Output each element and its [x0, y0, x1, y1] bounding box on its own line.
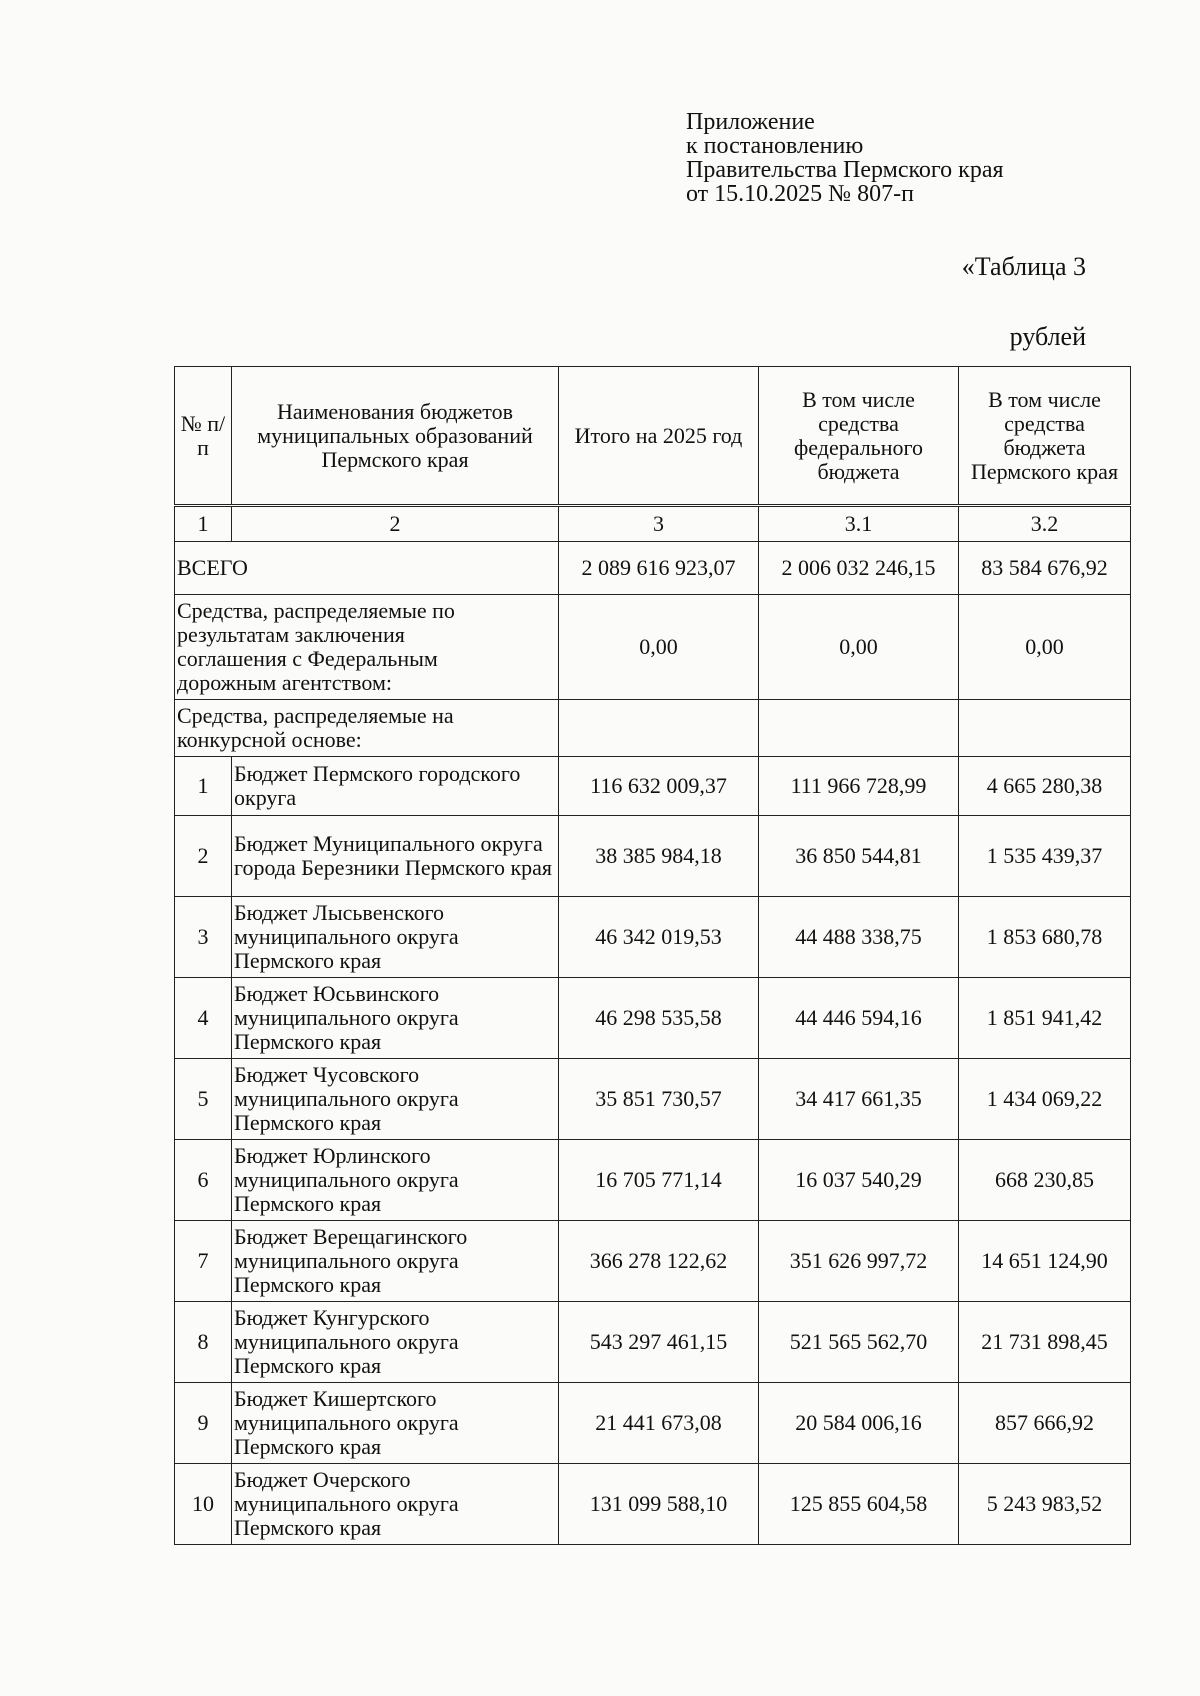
total-federal-cell: 2 006 032 246,15	[759, 542, 959, 595]
federal-agency-regional: 0,00	[959, 595, 1131, 700]
competitive-empty-cell	[759, 700, 959, 757]
row-number: 3	[175, 897, 232, 978]
row-budget-name: Бюджет Кунгурского муниципального округа Пермского края	[232, 1302, 559, 1383]
header-name: Наименования бюджетов муниципальных образований Пермского края	[232, 367, 559, 506]
row-federal: 16 037 540,29	[759, 1140, 959, 1221]
federal-agency-total: 0,00	[559, 595, 759, 700]
table-row	[175, 1221, 1131, 1302]
total-regional-cell: 83 584 676,92	[959, 542, 1131, 595]
competitive-label	[175, 700, 559, 757]
federal-agency-label	[175, 595, 559, 700]
row-budget-name: Бюджет Юрлинского муниципального округа Пермского края	[232, 1140, 559, 1221]
row-regional: 1 853 680,78	[959, 897, 1131, 978]
row-number: 4	[175, 978, 232, 1059]
row-total: 35 851 730,57	[559, 1059, 759, 1140]
column-number: 3.2	[959, 506, 1131, 542]
row-regional: 14 651 124,90	[959, 1221, 1131, 1302]
header-num: № п/п	[175, 367, 232, 506]
row-regional: 1 851 941,42	[959, 978, 1131, 1059]
row-federal: 521 565 562,70	[759, 1302, 959, 1383]
row-federal: 34 417 661,35	[759, 1059, 959, 1140]
total-label: ВСЕГО	[175, 542, 559, 595]
row-budget-name: Бюджет Юсьвинского муниципального округа Пермского края	[232, 978, 559, 1059]
federal-agency-federal: 0,00	[759, 595, 959, 700]
row-federal: 351 626 997,72	[759, 1221, 959, 1302]
table-row	[175, 1383, 1131, 1464]
table-row	[175, 978, 1131, 1059]
row-regional: 1 434 069,22	[959, 1059, 1131, 1140]
table-row	[175, 897, 1131, 978]
row-total: 21 441 673,08	[559, 1383, 759, 1464]
total-cell: 2 089 616 923,07	[559, 542, 759, 595]
federal-agency-row	[175, 595, 1131, 700]
row-budget-name: Бюджет Лысьвенского муниципального округа Пермского края	[232, 897, 559, 978]
table-row	[175, 816, 1131, 897]
header-row	[175, 367, 1131, 506]
table-row	[175, 1140, 1131, 1221]
row-budget-name: Бюджет Верещагинского муниципального округа Пермского края	[232, 1221, 559, 1302]
row-budget-name: Бюджет Пермского городского округа	[232, 757, 559, 816]
row-number: 9	[175, 1383, 232, 1464]
row-budget-name: Бюджет Кишертского муниципального округа Пермского края	[232, 1383, 559, 1464]
header-regional: В том числе средства бюджета Пермского края	[959, 367, 1131, 506]
row-number: 8	[175, 1302, 232, 1383]
column-number: 1	[175, 506, 232, 542]
total-row	[175, 542, 1131, 595]
federal-agency-label-text: Средства, распределяемые по результатам заключения соглашения с Федеральным дорожным агентством:	[177, 598, 455, 695]
row-total: 38 385 984,18	[559, 816, 759, 897]
row-federal: 111 966 728,99	[759, 757, 959, 816]
appendix-line: от 15.10.2025 № 807-п	[686, 181, 914, 207]
competitive-empty-cell	[959, 700, 1131, 757]
row-regional: 668 230,85	[959, 1140, 1131, 1221]
row-regional: 4 665 280,38	[959, 757, 1131, 816]
appendix-line: к постановлению	[686, 133, 864, 159]
table-title: «Таблица 3	[961, 252, 1086, 281]
row-total: 543 297 461,15	[559, 1302, 759, 1383]
row-federal: 20 584 006,16	[759, 1383, 959, 1464]
row-total: 46 298 535,58	[559, 978, 759, 1059]
row-federal: 44 446 594,16	[759, 978, 959, 1059]
appendix-block	[686, 110, 1004, 206]
row-number: 1	[175, 757, 232, 816]
row-number: 6	[175, 1140, 232, 1221]
row-regional: 857 666,92	[959, 1383, 1131, 1464]
appendix-line: Приложение	[686, 109, 815, 135]
row-total: 366 278 122,62	[559, 1221, 759, 1302]
competitive-row	[175, 700, 1131, 757]
table-row	[175, 1059, 1131, 1140]
row-total: 116 632 009,37	[559, 757, 759, 816]
column-number: 3.1	[759, 506, 959, 542]
row-total: 46 342 019,53	[559, 897, 759, 978]
row-budget-name: Бюджет Очерского муниципального округа Пермского края	[232, 1464, 559, 1545]
row-federal: 36 850 544,81	[759, 816, 959, 897]
competitive-label-text: Средства, распределяемые на конкурсной основе:	[177, 703, 454, 752]
table-row	[175, 1302, 1131, 1383]
row-total: 16 705 771,14	[559, 1140, 759, 1221]
row-regional: 1 535 439,37	[959, 816, 1131, 897]
row-total: 131 099 588,10	[559, 1464, 759, 1545]
row-federal: 125 855 604,58	[759, 1464, 959, 1545]
column-number: 3	[559, 506, 759, 542]
header-total: Итого на 2025 год	[559, 367, 759, 506]
row-budget-name: Бюджет Чусовского муниципального округа Пермского края	[232, 1059, 559, 1140]
header-federal: В том числе средства федерального бюджета	[759, 367, 959, 506]
row-number: 5	[175, 1059, 232, 1140]
row-regional: 21 731 898,45	[959, 1302, 1131, 1383]
row-federal: 44 488 338,75	[759, 897, 959, 978]
row-number: 10	[175, 1464, 232, 1545]
row-regional: 5 243 983,52	[959, 1464, 1131, 1545]
budget-table	[174, 366, 1131, 1545]
column-number: 2	[232, 506, 559, 542]
row-number: 2	[175, 816, 232, 897]
row-number: 7	[175, 1221, 232, 1302]
units-label: рублей	[1009, 322, 1086, 351]
appendix-line: Правительства Пермского края	[686, 157, 1004, 183]
table-row	[175, 1464, 1131, 1545]
table-row	[175, 757, 1131, 816]
row-budget-name: Бюджет Муниципального округа города Березники Пермского края	[232, 816, 559, 897]
column-number-row	[175, 506, 1131, 542]
competitive-empty-cell	[559, 700, 759, 757]
